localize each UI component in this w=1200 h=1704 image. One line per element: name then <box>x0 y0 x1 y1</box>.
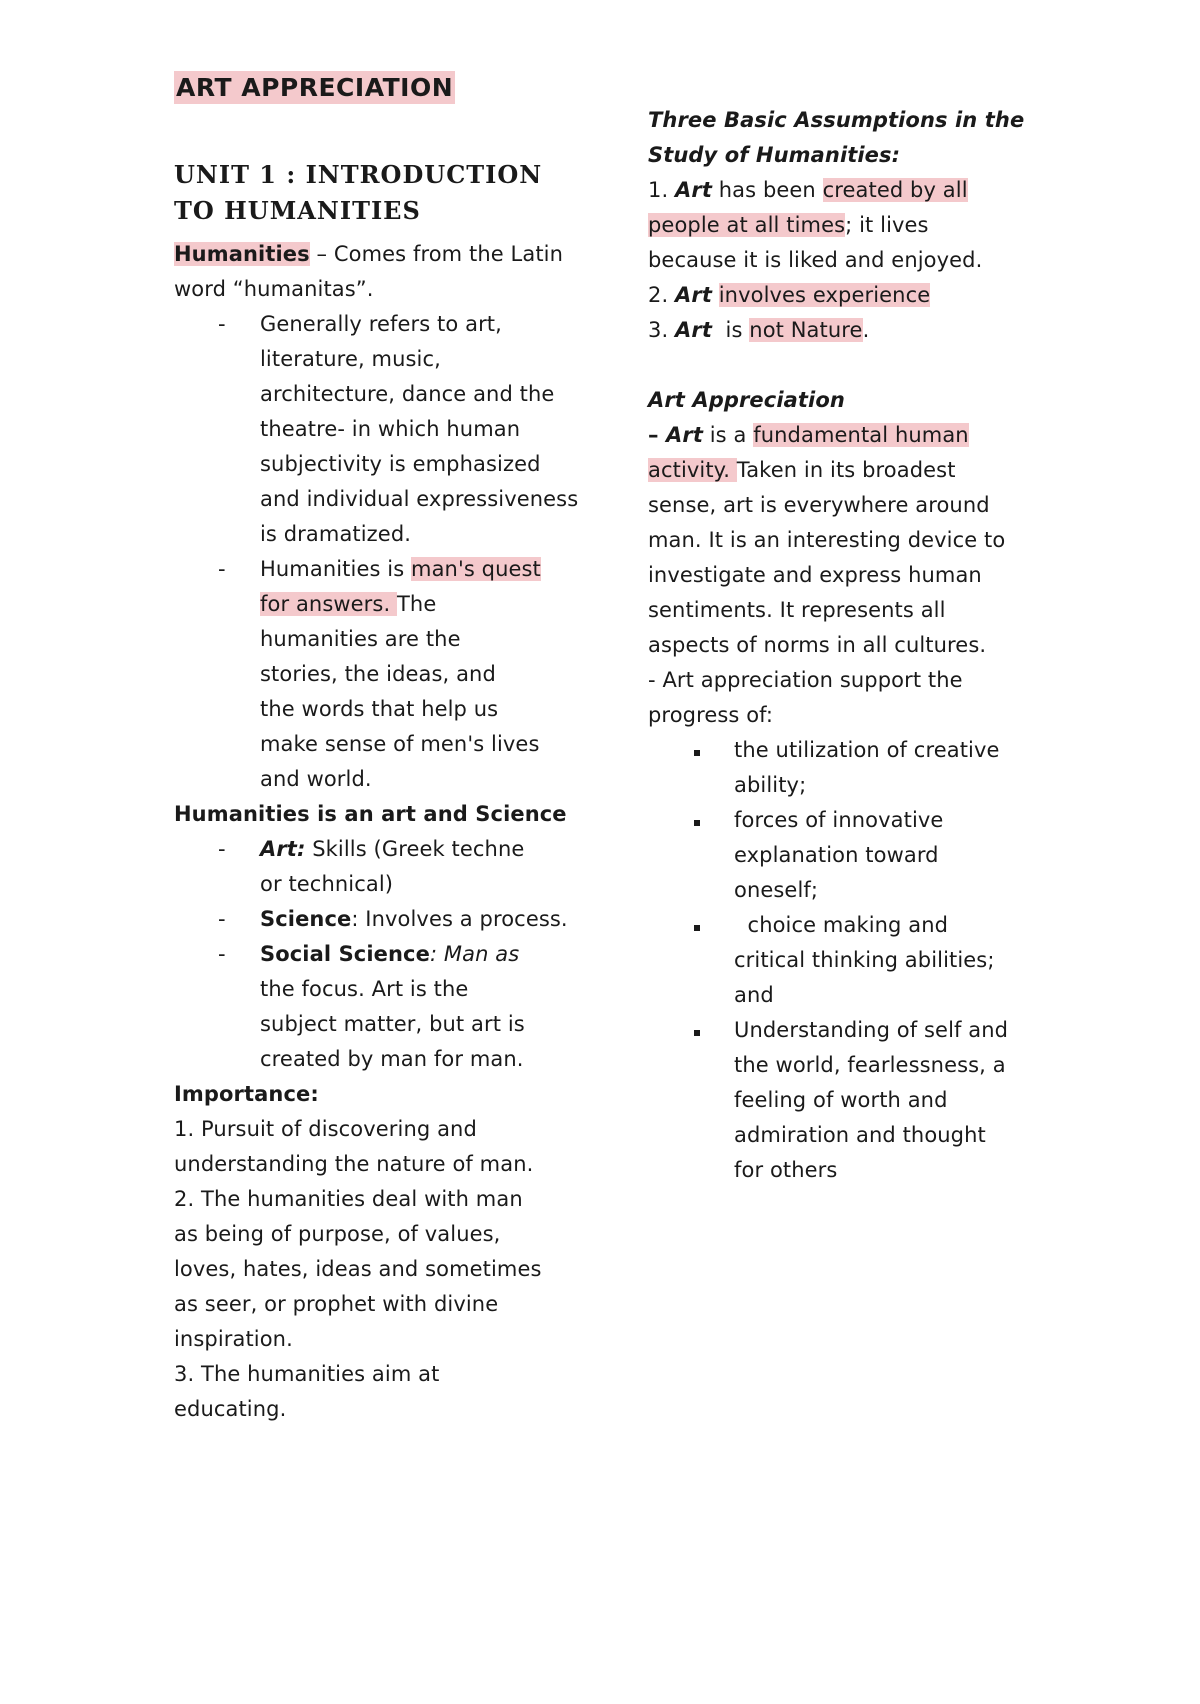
importance-line: loves, hates, ideas and sometimes <box>174 1257 542 1281</box>
bullet2-line: stories, the ideas, and <box>260 662 496 686</box>
social-label: Social Science <box>260 942 430 966</box>
importance-heading: Importance: <box>174 1082 319 1106</box>
bullet1-line: theatre- in which human <box>260 417 521 441</box>
bullet1-line: is dramatized. <box>260 522 412 546</box>
assumption-highlight: created by all <box>822 178 968 202</box>
bullet1-line: Generally refers to art, <box>260 312 502 336</box>
progress-item-line: critical thinking abilities; <box>734 948 995 972</box>
progress-item-line: forces of innovative <box>734 808 944 832</box>
square-bullet <box>694 925 700 931</box>
importance-line: understanding the nature of man. <box>174 1152 534 1176</box>
assumption-text: . <box>862 318 870 342</box>
progress-item-line: Understanding of self and <box>734 1018 1009 1042</box>
appreciation-line: progress of: <box>648 703 774 727</box>
assumption-3 <box>648 313 869 348</box>
importance-line: 3. The humanities aim at <box>174 1362 440 1386</box>
assumption-1-line-3: because it is liked and enjoyed. <box>648 248 983 272</box>
importance-line: 2. The humanities deal with man <box>174 1187 523 1211</box>
art-line <box>260 832 524 867</box>
importance-line: 1. Pursuit of discovering and <box>174 1117 477 1141</box>
appreciation-line <box>648 418 969 453</box>
appreciation-line: - Art appreciation support the <box>648 668 963 692</box>
assumption-highlight: involves experience <box>718 283 931 307</box>
progress-item-line: admiration and thought <box>734 1123 986 1147</box>
social-line: subject matter, but art is <box>260 1012 525 1036</box>
art-science-heading: Humanities is an art and Science <box>174 802 567 826</box>
assumption-text: ; it lives <box>845 213 929 237</box>
document-title: ART APPRECIATION <box>176 73 454 102</box>
progress-item-line: explanation toward <box>734 843 939 867</box>
assumption-2 <box>648 278 930 313</box>
progress-item-line: feeling of worth and <box>734 1088 948 1112</box>
assumption-1 <box>648 173 968 208</box>
bullet2-line <box>260 552 541 587</box>
bullet1-line: literature, music, <box>260 347 441 371</box>
importance-line: educating. <box>174 1397 287 1421</box>
dash-bullet: - <box>218 942 226 966</box>
square-bullet <box>694 1030 700 1036</box>
bullet1-line: architecture, dance and the <box>260 382 555 406</box>
art-label: Art: <box>260 837 306 861</box>
assumption-highlight: people at all times <box>648 213 846 237</box>
assumption-art: Art <box>675 318 712 342</box>
assumption-number: 3. <box>648 318 676 342</box>
document-title-line <box>174 70 455 107</box>
science-text: : Involves a process. <box>351 907 568 931</box>
progress-item-line: ability; <box>734 773 807 797</box>
assumption-art: Art <box>675 178 712 202</box>
appreciation-text: is a <box>702 423 754 447</box>
square-bullet <box>694 750 700 756</box>
humanities-definition <box>174 237 563 272</box>
bullet2-line: and world. <box>260 767 372 791</box>
dash-bullet: - <box>218 837 226 861</box>
bullet2-text: Humanities is <box>260 557 412 581</box>
appreciation-highlight: fundamental human <box>753 423 969 447</box>
appreciation-line <box>648 453 956 488</box>
progress-item-line: and <box>734 983 774 1007</box>
three-assumptions-heading: Three Basic Assumptions in the <box>648 108 1025 132</box>
bullet2-highlight: man's quest <box>411 557 541 581</box>
science-label: Science <box>260 907 352 931</box>
art-line: or technical) <box>260 872 394 896</box>
progress-item-line: the world, fearlessness, a <box>734 1053 1006 1077</box>
art-text: Skills (Greek techne <box>305 837 525 861</box>
dash-bullet: - <box>218 557 226 581</box>
humanities-term: Humanities <box>174 242 310 266</box>
progress-item-line: choice making and <box>734 913 949 937</box>
social-line: created by man for man. <box>260 1047 524 1071</box>
progress-item-line: for others <box>734 1158 838 1182</box>
appreciation-line: sense, art is everywhere around <box>648 493 990 517</box>
bullet2-line <box>260 587 436 622</box>
appreciation-highlight: activity. <box>648 458 737 482</box>
science-line <box>260 902 568 937</box>
appreciation-line: man. It is an interesting device to <box>648 528 1006 552</box>
social-line <box>260 937 519 972</box>
progress-item-line: oneself; <box>734 878 819 902</box>
importance-line: inspiration. <box>174 1327 293 1351</box>
appreciation-line: investigate and express human <box>648 563 982 587</box>
assumption-number: 1. <box>648 178 676 202</box>
bullet2-highlight: for answers. <box>260 592 397 616</box>
three-assumptions-heading: Study of Humanities: <box>648 143 901 167</box>
assumption-text: has been <box>711 178 823 202</box>
progress-item-line: the utilization of creative <box>734 738 1000 762</box>
bullet2-line: the words that help us <box>260 697 499 721</box>
humanities-def-line-2: word “humanitas”. <box>174 277 374 301</box>
bullet2-text: The <box>397 592 437 616</box>
square-bullet <box>694 820 700 826</box>
bullet2-line: humanities are the <box>260 627 461 651</box>
importance-line: as seer, or prophet with divine <box>174 1292 499 1316</box>
assumption-text: is <box>711 318 750 342</box>
assumption-1-line-2 <box>648 208 929 243</box>
assumption-highlight: not Nature <box>749 318 863 342</box>
art-appreciation-heading: Art Appreciation <box>648 388 845 412</box>
unit-heading-line-1: UNIT 1 : INTRODUCTION <box>174 160 543 189</box>
dash-bullet: - <box>218 907 226 931</box>
appreciation-art: Art <box>666 423 703 447</box>
bullet1-line: and individual expressiveness <box>260 487 579 511</box>
appreciation-text: Taken in its broadest <box>736 458 956 482</box>
bullet1-line: subjectivity is emphasized <box>260 452 541 476</box>
unit-heading-line-2: TO HUMANITIES <box>174 196 421 225</box>
assumption-art: Art <box>675 283 712 307</box>
assumption-number: 2. <box>648 283 676 307</box>
dash-bullet: - <box>218 312 226 336</box>
social-line: the focus. Art is the <box>260 977 469 1001</box>
importance-line: as being of purpose, of values, <box>174 1222 501 1246</box>
appreciation-dash: – <box>648 423 667 447</box>
appreciation-line: aspects of norms in all cultures. <box>648 633 987 657</box>
social-text: : Man as <box>429 942 520 966</box>
humanities-def-text: – Comes from the Latin <box>309 242 564 266</box>
appreciation-line: sentiments. It represents all <box>648 598 946 622</box>
bullet2-line: make sense of men's lives <box>260 732 540 756</box>
